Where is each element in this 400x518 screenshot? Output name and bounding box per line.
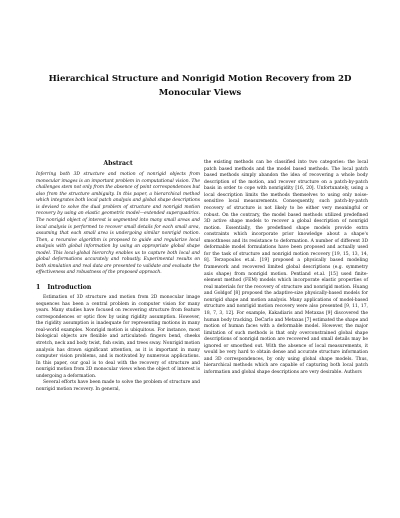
body-text-right: the existing methods can be classified into two categories: the local patch based methods and the model based methods. The local patch based methods simply abandon the idea of recovering a whole body description of the motion, and recover structure on a patch-by-patch basis in order to cope with nonrigidity [16, 20]. Unfortunately, using a local description limits the methods themselves to using only noise-sensitive local measurements. Consequently, such patch-by-patch recovery of structure is not likely to be either very meaningful or robust. On the contrary, the model based methods utilized predefined 3D active shape models to recover a global description of nonrigid motion. Essentially, the predefined shape models provide extra constraints which incorporate prior knowledge about a shape's smoothness and its resistance to deformation. A number of different 3D deformable model formulations have been proposed and actually used for the task of structure and nonrigid motion recovery [19, 15, 13, 14, 8]. Terzopoulos et.al. [19] proposed a physically based modeling framework and recovered limited global descriptions (e.g. symmetry axis shape) from nonrigid motion. Pentland et.al. [15] used finite-element method (FEM) models which incorporate elastic properties of real materials for the recovery of structure and nonrigid motion. Huang and Goldgof [8] proposed the adaptive-size physically-based models for nonrigid shape and motion analysis. Many applications of model-based structure and nonrigid motion recovery were also presented [9, 11, 17, 18, 7, 3, 12]. For example, Kakadiaris and Metaxas [9] discovered the human body tracking. DeCarlo and Metaxas [7] estimated the shape and motion of human faces with a deformable model. However, the major limitation of such methods is that only overconstrained global shape descriptions of nonrigid motion are recovered and small details may be ignored or smoothed out. With the absence of local measurements, it would be very hard to obtain dense and accurate structure information and 3D correspondences, by only using global shape models. Thus, hierarchical methods which are capable of capturing both local patch information and global shape descriptions are very desirable. Authors <box>204 160 368 375</box>
paper-title: Hierarchical Structure and Nonrigid Motion Recovery from 2D Monocular Views <box>48 74 352 98</box>
intro-paragraph-1: Estimation of 3D structure and motion from 2D monocular image sequences has been a central problem in computer vision for many years. Many studies have focused on recovering structure from feature correspondences or optic flow by using rigidity assumption. However, the rigidity assumption is inadequate for representing motions in many real-world examples. Nonrigid motion is ubiquitous. For instance, most biological objects are flexible and articulated: fingers bend, cheeks stretch, neck and body twist, fish swim, and trees sway. Nonrigid motion analysis has drawn significant attention, as it is important in many computer vision problems, and is motivated by numerous applications. In this paper, our goal is to deal with the recovery of structure and nonrigid motion from 2D monocular views when the object of interest is undergoing a deformation. <box>36 295 200 379</box>
section-number: 1 <box>36 284 41 291</box>
section-heading-introduction <box>36 284 200 292</box>
right-column <box>204 160 368 377</box>
abstract-heading: Abstract <box>103 160 133 167</box>
abstract-text: Inferring both 3D structure and motion of nonrigid objects from monocular images is an important problem in computational vision. The challenges stem not only from the absence of point correspondences but also from the structure ambiguity. In this paper, a hierarchical method which integrates both local patch analysis and global shape descriptions is devised to solve the dual problem of structure and nonrigid motion recovery by using an elastic geometric model—extended superquadrics. The nonrigid object of interest is segmented into many small areas and local analysis is performed to recover small details for each small area, assuming that each small area is undergoing similar nonrigid motion. Then, a recursive algorithm is proposed to guide and regularize local analysis with global information by using an appropriate global shape model. This local-global hierarchy enables us to capture both local and global deformations accurately and robustly. Experimental results on both simulation and real data are presented to validate and evaluate the effectiveness and robustness of the proposed approach. <box>36 172 200 276</box>
intro-paragraph-2: Several efforts have been made to solve the problem of structure and nonrigid motion recovery. In general, <box>36 380 200 392</box>
left-column <box>36 160 200 393</box>
section-title: Introduction <box>47 284 92 291</box>
